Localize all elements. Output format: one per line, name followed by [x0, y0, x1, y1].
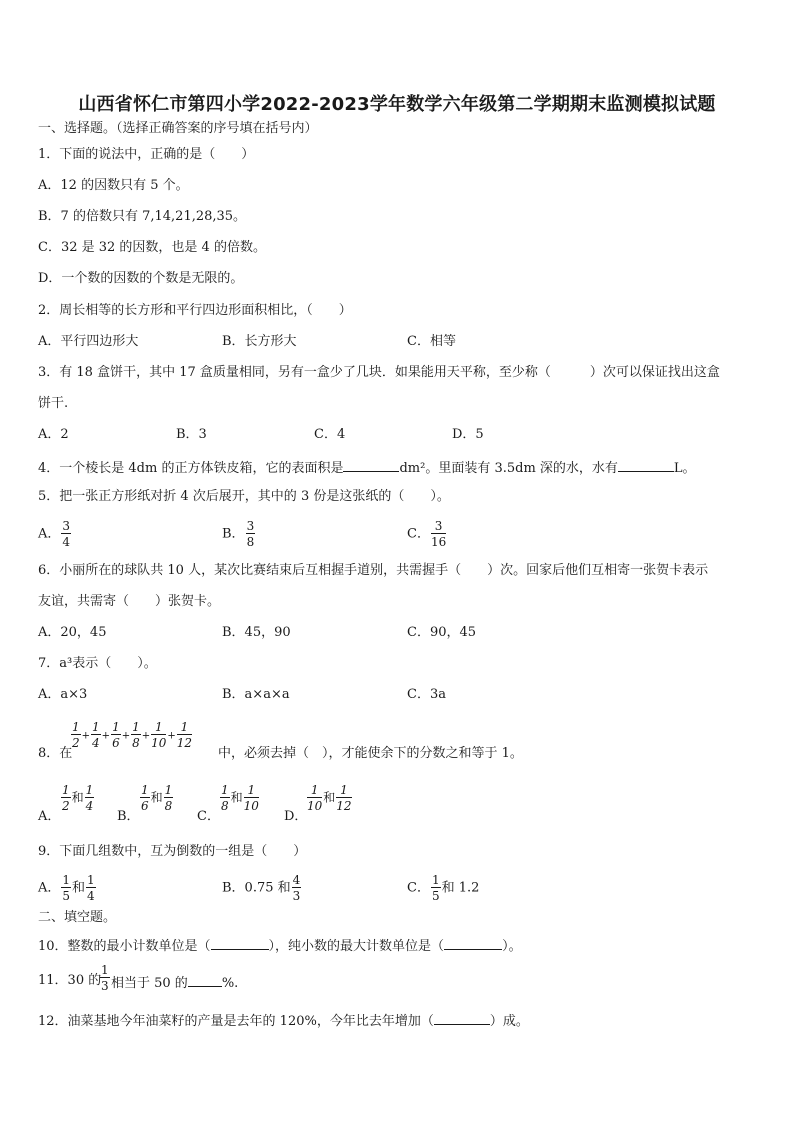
- question-12-part-1: 12．油菜基地今年油菜籽的产量是去年的 120%，今年比去年增加（: [38, 1014, 434, 1029]
- question-2-option-a: A．平行四边形大: [38, 334, 139, 349]
- question-2-option-b: B．长方形大: [222, 334, 297, 349]
- numerator: 1: [307, 784, 322, 798]
- numerator: 1: [62, 873, 71, 887]
- numerator: 1: [92, 720, 100, 734]
- question-9-option-b: [222, 874, 302, 902]
- numerator: 1: [151, 721, 166, 735]
- denominator: 6: [141, 799, 149, 813]
- denominator: 8: [246, 535, 255, 549]
- plus-sign: +: [121, 730, 131, 742]
- question-3-option-b: B．3: [176, 427, 207, 442]
- question-8-option-a: [60, 784, 95, 812]
- denominator: 5: [431, 889, 440, 903]
- question-7-option-c: C．3a: [407, 687, 446, 702]
- option-tail: 和 1.2: [441, 880, 480, 896]
- section-heading-choice: 一、选择题。（选择正确答案的序号填在括号内）: [38, 121, 318, 136]
- question-9-option-c: [407, 874, 479, 902]
- question-4-blank-1[interactable]: [343, 459, 399, 472]
- and-text: 和: [230, 790, 243, 805]
- question-8-stem: [38, 721, 754, 761]
- denominator: 3: [292, 889, 301, 903]
- denominator: 8: [132, 736, 140, 750]
- question-10-blank-1[interactable]: [211, 937, 269, 950]
- question-9-option-a: [38, 874, 97, 902]
- fraction: [431, 520, 446, 548]
- question-6-option-c: C．90，45: [407, 625, 477, 640]
- question-9-stem: 9．下面几组数中，互为倒数的一组是（ ）: [38, 844, 307, 859]
- question-11-blank[interactable]: [188, 974, 222, 987]
- question-1-stem: 1．下面的说法中，正确的是（ ）: [38, 147, 255, 162]
- question-8-option-c-label: C．: [197, 809, 220, 824]
- question-5-option-b: [222, 520, 256, 548]
- question-11-rest: [111, 974, 238, 990]
- question-5-options: [38, 516, 754, 550]
- numerator: 1: [87, 873, 95, 887]
- numerator: 1: [221, 783, 229, 797]
- question-4-blank-2[interactable]: [618, 459, 674, 472]
- denominator: 12: [336, 799, 352, 813]
- question-4-part-1: 4．一个棱长是 4dm 的正方体铁皮箱，它的表面积是: [38, 461, 344, 476]
- denominator: 8: [221, 799, 229, 813]
- numerator: 3: [62, 519, 71, 533]
- fraction: [100, 964, 110, 992]
- and-text: 和: [150, 790, 163, 805]
- question-9-options: [38, 870, 754, 904]
- plus-sign: +: [81, 730, 91, 742]
- question-12-part-2: ）成。: [489, 1014, 529, 1029]
- question-1-option-c: C．32 是 32 的因数，也是 4 的倍数。: [38, 240, 266, 255]
- and-text: 和: [72, 880, 86, 896]
- question-6-stem: 6．小丽所在的球队共 10 人，某次比赛结束后互相握手道别，共需握手（ ）次。回家后他们互相寄一张贺卡表示: [38, 563, 709, 578]
- question-8-option-d: [306, 784, 353, 812]
- numerator: 1: [244, 784, 259, 798]
- question-12-blank[interactable]: [434, 1012, 490, 1025]
- and-text: 和: [71, 790, 84, 805]
- question-3-option-c: C．4: [314, 427, 346, 442]
- numerator: 1: [112, 720, 120, 734]
- question-8-option-c: [219, 784, 260, 812]
- denominator: 5: [62, 889, 71, 903]
- denominator: 10: [243, 799, 259, 813]
- question-5-option-c: [407, 520, 447, 548]
- question-3-option-d: D．5: [452, 427, 484, 442]
- plus-sign: +: [141, 730, 151, 742]
- denominator: 4: [87, 889, 95, 903]
- question-7-option-a: A．a×3: [38, 687, 88, 702]
- question-8-options: [38, 784, 754, 824]
- option-label: A．: [38, 526, 61, 542]
- option-label: C．: [407, 526, 430, 542]
- numerator: 1: [132, 720, 140, 734]
- question-8-part-1: 8．在: [38, 746, 73, 761]
- question-11: [38, 962, 754, 998]
- question-6-stem-continued: 友谊，共需寄（ ）张贺卡。: [38, 594, 221, 609]
- numerator: 1: [62, 783, 70, 797]
- question-8-option-d-label: D．: [284, 809, 308, 824]
- question-3-stem-continued: 饼干.: [38, 396, 69, 411]
- numerator: 3: [431, 520, 446, 534]
- question-1-option-d: D．一个数的因数的个数是无限的。: [38, 271, 244, 286]
- option-label: B．0.75 和: [222, 880, 291, 896]
- numerator: 1: [177, 721, 192, 735]
- question-6-option-a: A．20，45: [38, 625, 107, 640]
- plus-sign: +: [167, 730, 176, 742]
- question-2-option-c: C．相等: [407, 334, 456, 349]
- question-11-part-1: 11．30 的: [38, 973, 102, 988]
- denominator: 2: [62, 799, 70, 813]
- plus-sign: +: [101, 730, 111, 742]
- question-7-stem: 7．a³表示（ ）。: [38, 656, 157, 671]
- question-10-part-3: ）。: [502, 939, 522, 954]
- question-1-option-b: B．7 的倍数只有 7,14,21,28,35。: [38, 209, 247, 224]
- question-5-stem: 5．把一张正方形纸对折 4 次后展开，其中的 3 份是这张纸的（ ）。: [38, 489, 450, 504]
- denominator: 10: [151, 736, 167, 750]
- question-10-blank-2[interactable]: [444, 937, 502, 950]
- page-title: 山西省怀仁市第四小学2022-2023学年数学六年级第二学期期末监测模拟试题: [78, 94, 716, 115]
- numerator: 1: [85, 783, 94, 797]
- question-3-stem: 3．有 18 盒饼干，其中 17 盒质量相同，另有一盒少了几块．如果能用天平称，至少称（ ）次可以保证找出这盒: [38, 365, 720, 380]
- question-8-option-a-label: A．: [38, 809, 61, 824]
- option-label: B．: [222, 526, 245, 542]
- question-8-part-2: 中，必须去掉（ ），才能使余下的分数之和等于 1。: [218, 746, 523, 761]
- question-5-option-a: [38, 520, 72, 548]
- numerator: 4: [292, 873, 301, 887]
- question-8-option-b: [139, 784, 174, 812]
- question-2-stem: 2．周长相等的长方形和平行四边形面积相比，（ ）: [38, 303, 352, 318]
- option-label: A．: [38, 880, 61, 896]
- question-6-option-b: B．45，90: [222, 625, 291, 640]
- question-4: [38, 459, 754, 475]
- denominator: 4: [92, 736, 100, 750]
- question-11-part-2: 相当于 50 的: [111, 976, 188, 991]
- denominator: 16: [430, 535, 447, 549]
- denominator: 3: [101, 979, 109, 993]
- numerator: 1: [431, 873, 440, 887]
- question-1-option-a: A．12 的因数只有 5 个。: [38, 178, 189, 193]
- option-label: C．: [407, 880, 430, 896]
- denominator: 2: [72, 736, 80, 750]
- denominator: 6: [112, 736, 120, 750]
- denominator: 12: [176, 736, 193, 750]
- fraction: [61, 520, 71, 548]
- question-10: [38, 937, 754, 953]
- question-10-part-1: 10．整数的最小计数单位是（: [38, 939, 211, 954]
- question-4-part-2: dm²。里面装有 3.5dm 深的水，水有: [399, 461, 618, 476]
- numerator: 1: [101, 963, 109, 977]
- numerator: 1: [336, 784, 351, 798]
- question-7-option-b: B．a×a×a: [222, 687, 290, 702]
- numerator: 1: [141, 783, 149, 797]
- section-heading-fill: 二、填空题。: [38, 910, 117, 925]
- question-8-option-b-label: B．: [117, 809, 140, 824]
- numerator: 3: [246, 519, 255, 533]
- question-10-part-2: ），纯小数的最大计数单位是（: [268, 939, 445, 954]
- fraction: [246, 520, 256, 548]
- question-12: [38, 1012, 754, 1028]
- denominator: 4: [62, 535, 71, 549]
- denominator: 4: [85, 799, 94, 813]
- and-text: 和: [323, 790, 336, 805]
- question-8-fraction-sum: [70, 721, 193, 749]
- numerator: 1: [72, 720, 80, 734]
- numerator: 1: [164, 783, 173, 797]
- question-4-part-3: L。: [673, 461, 696, 476]
- question-3-option-a: A．2: [38, 427, 69, 442]
- question-11-part-3: %.: [221, 976, 239, 991]
- denominator: 8: [164, 799, 173, 813]
- denominator: 10: [307, 799, 323, 813]
